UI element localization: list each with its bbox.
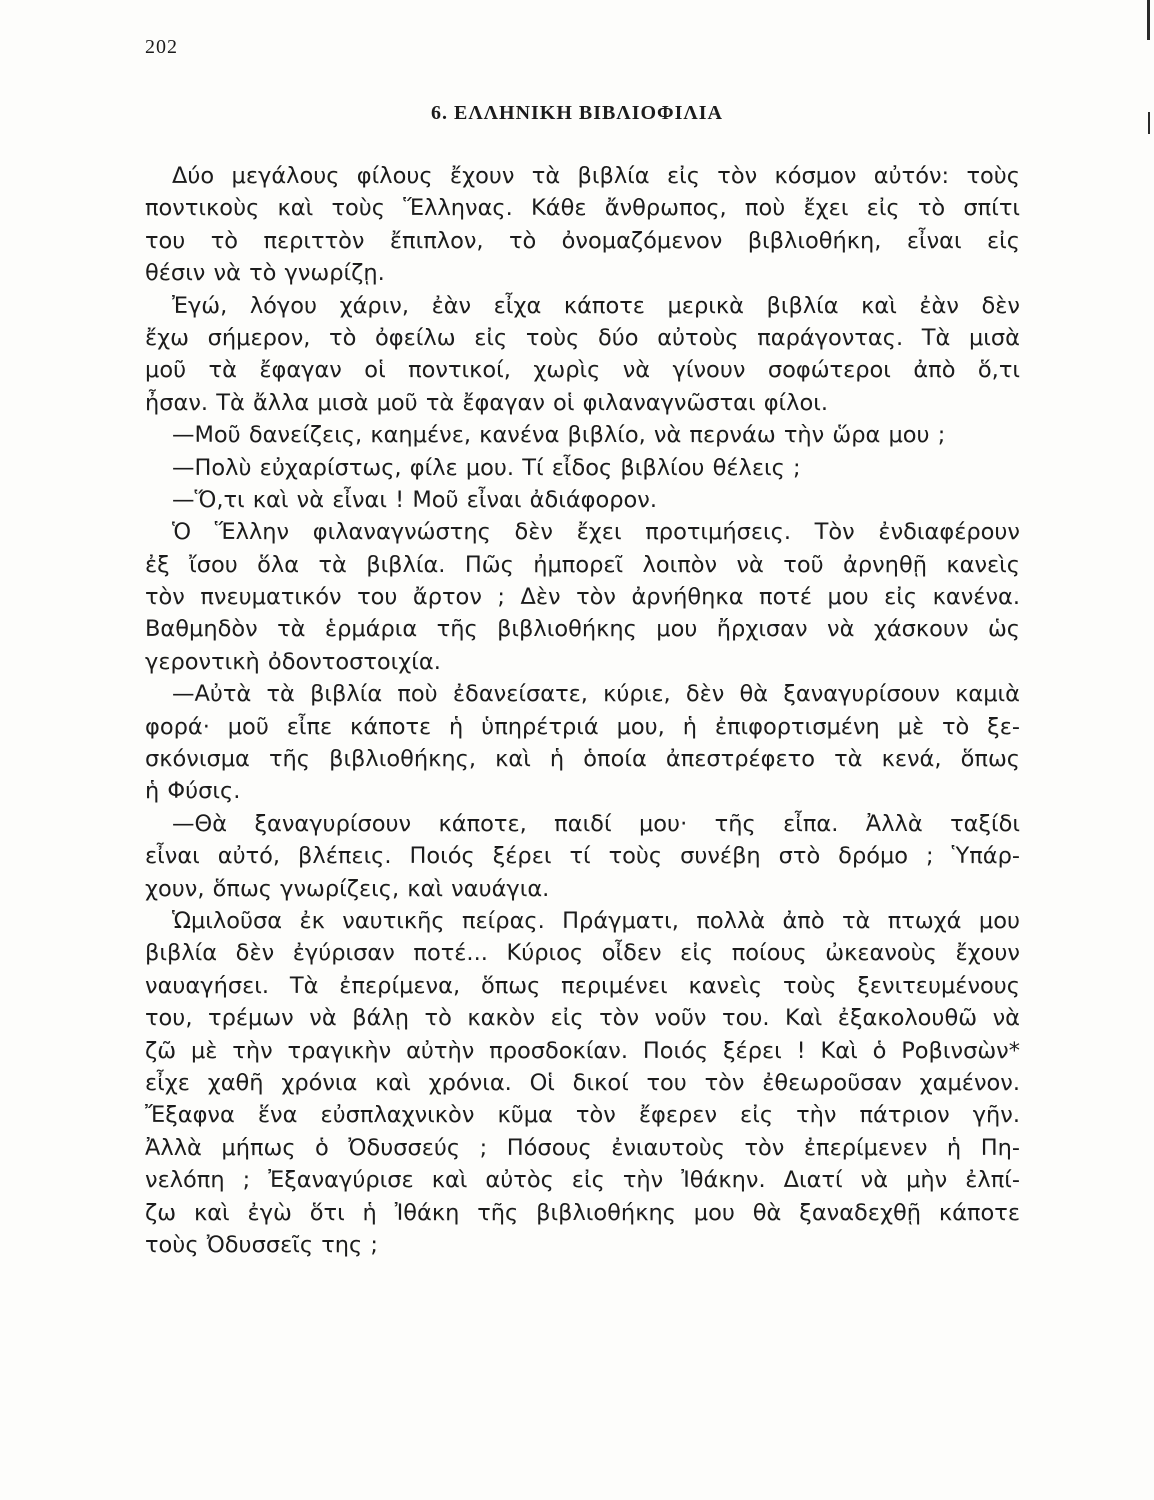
- text-line: Δύο μεγάλους φίλους ἔχουν τὰ βιβλία εἰς τὸν κόσμον αὐτόν: τοὺς: [172, 163, 1020, 189]
- text-line: ναυαγήσει. Τὰ ἐπερίμενα, ὅπως περιμένει κανεὶς τοὺς ξενιτευμένους: [145, 972, 1020, 999]
- text-line: —Πολὺ εὐχαρίστως, φίλε μου. Τί εἶδος βιβλίου θέλεις ;: [172, 454, 801, 481]
- dialogue-line: [145, 484, 1020, 516]
- paragraph: [145, 160, 1020, 290]
- text-line: Βαθμηδὸν τὰ ἑρμάρια τῆς βιβλιοθήκης μου ἤρχισαν νὰ χάσκουν ὡς: [145, 616, 1020, 643]
- text-line: Ἐγώ, λόγου χάριν, ἐὰν εἶχα κάποτε μερικὰ βιβλία καὶ ἐὰν δὲν: [172, 292, 1020, 319]
- paragraph: [145, 516, 1020, 678]
- text-line: ζῶ μὲ τὴν τραγικὴν αὐτὴν προσδοκίαν. Ποιός ξέρει ! Καὶ ὁ Ροβινσὼν*: [145, 1037, 1020, 1064]
- text-line: —Αὐτὰ τὰ βιβλία ποὺ ἐδανείσατε, κύριε, δὲν θὰ ξαναγυρίσουν καμιὰ: [172, 681, 1020, 708]
- dialogue-line: [145, 452, 1020, 484]
- text-line: Ὡμιλοῦσα ἐκ ναυτικῆς πείρας. Πράγματι, πολλὰ ἀπὸ τὰ πτωχά μου: [172, 907, 1020, 934]
- body-text: [145, 160, 1020, 1261]
- text-line: τὸν πνευματικόν του ἄρτον ; Δὲν τὸν ἀρνήθηκα ποτέ μου εἰς κανένα.: [145, 584, 1020, 611]
- scan-edge-mark: [1148, 112, 1150, 134]
- scan-edge-mark: [1147, 0, 1150, 40]
- text-line: —Ὅ,τι καὶ νὰ εἶναι ! Μοῦ εἶναι ἀδιάφορον.: [172, 486, 658, 513]
- text-line: ἦσαν. Τὰ ἄλλα μισὰ μοῦ τὰ ἔφαγαν οἱ φιλαναγνῶσται φίλοι.: [145, 389, 829, 416]
- paragraph: [145, 678, 1020, 808]
- text-line: ζω καὶ ἐγὼ ὅτι ἡ Ἰθάκη τῆς βιβλιοθήκης μου θὰ ξαναδεχθῇ κάποτε: [145, 1199, 1020, 1226]
- text-line: ἡ Φύσις.: [145, 778, 241, 805]
- text-line: χουν, ὅπως γνωρίζεις, καὶ ναυάγια.: [145, 875, 550, 902]
- text-line: —Μοῦ δανείζεις, καημένε, κανένα βιβλίο, νὰ περνάω τὴν ὥρα μου ;: [172, 422, 946, 449]
- paragraph: [145, 905, 1020, 1261]
- text-line: θέσιν νὰ τὸ γνωρίζῃ.: [145, 260, 385, 287]
- text-line: του τὸ περιττὸν ἔπιπλον, τὸ ὀνομαζόμενον βιβλιοθήκη, εἶναι εἰς: [145, 227, 1020, 254]
- chapter-title: 6. ΕΛΛΗΝΙΚΗ ΒΙΒΛΙΟΦΙΛΙΑ: [431, 102, 723, 124]
- text-line: εἶχε χαθῆ χρόνια καὶ χρόνια. Οἱ δικοί του τὸν ἐθεωροῦσαν χαμένον.: [145, 1069, 1020, 1096]
- paragraph: [145, 808, 1020, 905]
- page-number: 202: [145, 36, 178, 58]
- text-line: μοῦ τὰ ἔφαγαν οἱ ποντικοί, χωρὶς νὰ γίνουν σοφώτεροι ἀπὸ ὅ,τι: [145, 357, 1020, 384]
- dialogue-line: [145, 419, 1020, 451]
- text-line: εἶναι αὐτό, βλέπεις. Ποιός ξέρει τί τοὺς συνέβη στὸ δρόμο ; Ὑπάρ-: [145, 843, 1020, 870]
- text-line: Ἀλλὰ μήπως ὁ Ὀδυσσεύς ; Πόσους ἐνιαυτοὺς τὸν ἐπερίμενεν ἡ Πη-: [145, 1134, 1020, 1161]
- text-line: —Θὰ ξαναγυρίσουν κάποτε, παιδί μου· τῆς εἶπα. Ἀλλὰ ταξίδι: [172, 810, 1020, 837]
- text-line: τοὺς Ὀδυσσεῖς της ;: [145, 1231, 378, 1258]
- text-line: του, τρέμων νὰ βάλῃ τὸ κακὸν εἰς τὸν νοῦν του. Καὶ ἐξακολουθῶ νὰ: [145, 1005, 1020, 1032]
- text-line: γεροντικὴ ὀδοντοστοιχία.: [145, 648, 441, 675]
- text-line: ἐξ ἴσου ὅλα τὰ βιβλία. Πῶς ἠμπορεῖ λοιπὸν νὰ τοῦ ἀρνηθῇ κανεὶς: [145, 551, 1020, 578]
- text-line: σκόνισμα τῆς βιβλιοθήκης, καὶ ἡ ὁποία ἀπεστρέφετο τὰ κενά, ὅπως: [145, 746, 1020, 773]
- text-line: νελόπη ; Ἐξαναγύρισε καὶ αὐτὸς εἰς τὴν Ἰθάκην. Διατί νὰ μὴν ἐλπί-: [145, 1167, 1020, 1194]
- text-line: βιβλία δὲν ἐγύρισαν ποτέ... Κύριος οἶδεν εἰς ποίους ὠκεανοὺς ἔχουν: [145, 940, 1020, 967]
- text-line: Ὁ Ἕλλην φιλαναγνώστης δὲν ἔχει προτιμήσεις. Τὸν ἐνδιαφέρουν: [172, 519, 1020, 546]
- text-line: ἔχω σήμερον, τὸ ὀφείλω εἰς τοὺς δύο αὐτοὺς παράγοντας. Τὰ μισὰ: [145, 324, 1020, 351]
- text-line: Ἔξαφνα ἕνα εὐσπλαχνικὸν κῦμα τὸν ἔφερεν εἰς τὴν πάτριον γῆν.: [145, 1102, 1020, 1129]
- text-line: φορά· μοῦ εἶπε κάποτε ἡ ὑπηρέτριά μου, ἡ ἐπιφορτισμένη μὲ τὸ ξε-: [145, 713, 1020, 740]
- text-line: ποντικοὺς καὶ τοὺς Ἕλληνας. Κάθε ἄνθρωπος, ποὺ ἔχει εἰς τὸ σπίτι: [145, 195, 1020, 222]
- paragraph: [145, 290, 1020, 420]
